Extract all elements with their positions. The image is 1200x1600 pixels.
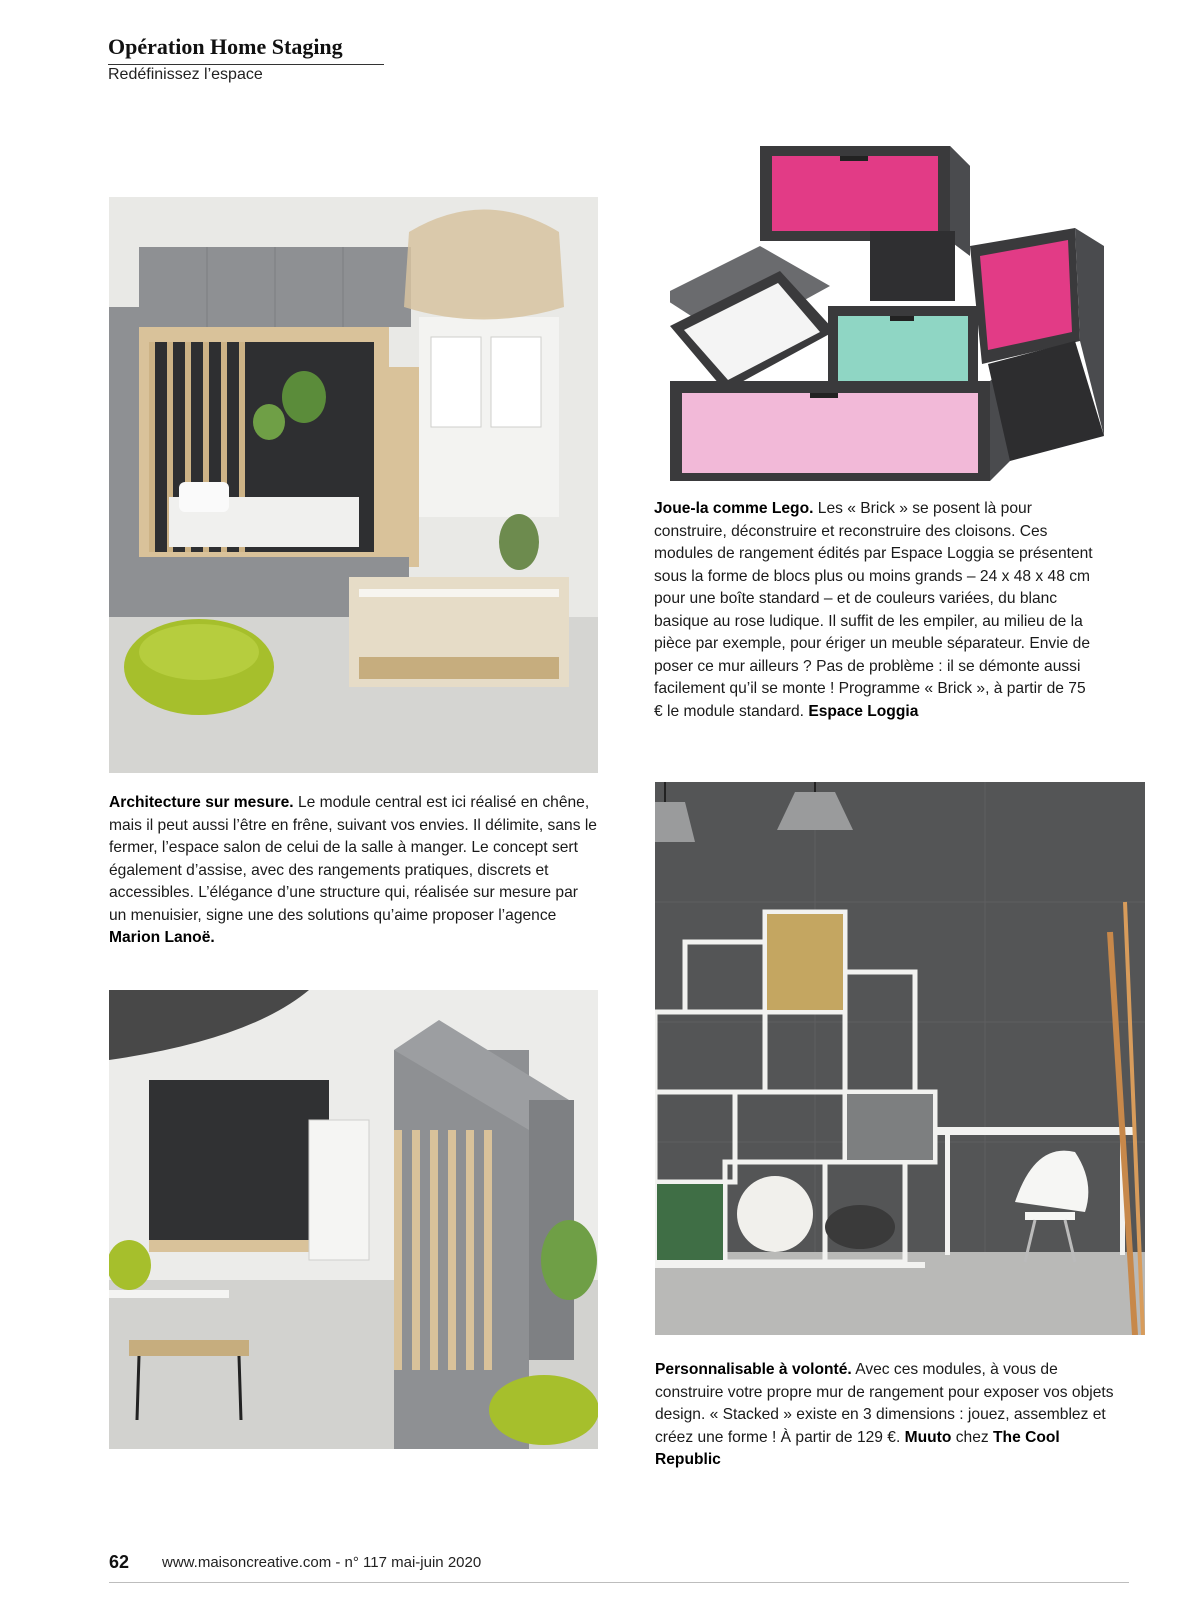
caption-brick-lead: Joue-la comme Lego. [654, 500, 814, 517]
caption-brick-body: Les « Brick » se posent là pour construire, déconstruire et reconstruire des cloisons. Ces modules de rangement édités par Espace Loggia se présentent sous la forme de blocs plus ou moins grands – 24 x 48 x 48 cm pour une boîte standard – et de couleurs variées, du blanc basique au rose ludique. Il suffit de les empiler, au milieu de la pièce par exemple, pour ériger un meuble séparateur. Envie de poser ce mur ailleurs ? Pas de problème : il se démonte aussi facilement qu’il se monte ! Programme « Brick », à partir de 75 € le module standard. [654, 500, 1093, 720]
caption-stacked-lead: Personnalisable à volonté. [655, 1361, 852, 1378]
living-room-illustration [109, 197, 598, 773]
caption-architecture [109, 792, 599, 950]
caption-architecture-body: Le module central est ici réalisé en chêne, mais il peut aussi l’être en frêne, suivant vos envies. Il délimite, sans le fermer, l’espace salon de celui de la salle à manger. Le concept sert également d’assise, avec des rangements pratiques, discrets et accessibles. L’élégance d’une structure qui, réalisée sur mesure par un menuisier, signe une des solutions qu’aime proposer l’agence [109, 794, 597, 924]
header-rule [108, 64, 384, 65]
photo-brick-modules [670, 136, 1104, 484]
caption-stacked-connector: chez [951, 1428, 994, 1446]
section-title: Opération Home Staging [108, 34, 343, 59]
photo-living-room-module [109, 197, 598, 773]
caption-stacked [655, 1359, 1125, 1472]
photo-partition-dining [109, 990, 598, 1449]
photo-stacked-shelving [655, 782, 1145, 1335]
page-number: 62 [109, 1552, 130, 1572]
caption-architecture-brand: Marion Lanoë. [109, 929, 215, 946]
caption-architecture-lead: Architecture sur mesure. [109, 794, 294, 811]
brick-modules-illustration [670, 136, 1104, 484]
caption-stacked-retailer: The Cool Republic [655, 1428, 1060, 1468]
partition-dining-illustration [109, 990, 598, 1449]
caption-brick-brand: Espace Loggia [808, 702, 919, 720]
caption-stacked-body: Avec ces modules, à vous de construire votre propre mur de rangement pour exposer vos objets design. « Stacked » existe en 3 dimensions : jouez, assemblez et créez une forme ! À partir de 129 €. [655, 1361, 1114, 1446]
section-subtitle: Redéfinissez l’espace [108, 66, 263, 83]
footer-rule [109, 1582, 1129, 1583]
caption-stacked-brand: Muuto [904, 1428, 952, 1446]
caption-brick [654, 498, 1094, 723]
stacked-shelving-illustration [655, 782, 1145, 1335]
publication-line: www.maisoncreative.com - n° 117 mai-juin 2020 [162, 1554, 482, 1571]
